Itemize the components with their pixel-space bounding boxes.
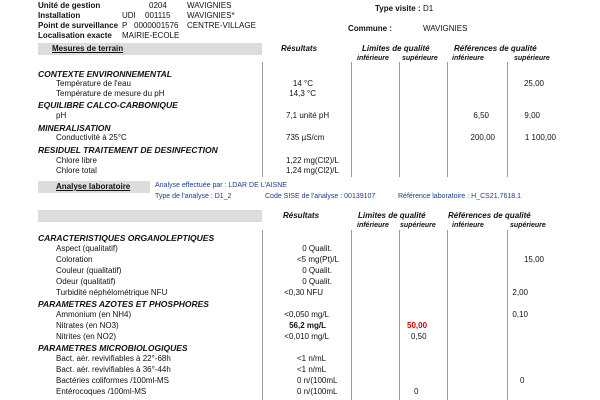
param-result-exceeded: 56,2 mg/L	[289, 321, 326, 330]
point-surveillance-label: Point de surveillance	[38, 21, 119, 30]
param-name: Bact. aér. revivifiables à 22°-68h	[56, 354, 171, 363]
param-name: Bact. aér. revivifiables à 36°-44h	[56, 365, 171, 374]
param-result: 1,22 mg(Cl2)/L	[286, 156, 339, 165]
param-name: Chlore libre	[56, 156, 97, 165]
param-name: Couleur (qualitatif)	[56, 266, 122, 275]
terrain-col-lim-inf: inférieure	[357, 55, 389, 62]
param-ref-sup: 2,00	[512, 288, 528, 297]
labo-col-resultats: Résultats	[283, 211, 320, 220]
param-ref-inf: 6,50	[473, 111, 489, 120]
terrain-col-limites: Limites de qualité	[362, 44, 430, 53]
group-microbiologiques: PARAMETRES MICROBIOLOGIQUES	[38, 343, 188, 353]
param-name: Entérocoques /100ml-MS	[56, 387, 147, 396]
installation-label: Installation	[38, 11, 81, 20]
point-type: P	[122, 21, 128, 30]
param-result: 1,24 mg(Cl2)/L	[286, 166, 339, 175]
commune-label: Commune :	[348, 24, 392, 33]
param-result: 0 Qualit.	[302, 277, 332, 286]
terrain-col-references: Références de qualité	[454, 44, 537, 53]
labo-code-sise: Code SISE de l'analyse : 00139107	[265, 193, 376, 200]
param-name: Aspect (qualitatif)	[56, 244, 118, 253]
localisation-label: Localisation exacte	[38, 31, 112, 40]
param-ref-sup: 25,00	[523, 79, 544, 88]
param-result: <0,30 NFU	[284, 288, 323, 297]
installation-code: 001115	[145, 11, 171, 20]
type-visite-value: D1	[423, 4, 434, 13]
param-lim-sup: 0,50	[411, 332, 427, 341]
param-ref-sup: 15,00	[523, 255, 544, 264]
param-result: 14,3 °C	[289, 89, 316, 98]
labo-col-limites: Limites de qualité	[358, 211, 426, 220]
param-result: 0 n/(100mL	[297, 376, 338, 385]
param-lim-sup: 0	[414, 387, 419, 396]
group-equilibre-calco-carbonique: EQUILIBRE CALCO-CARBONIQUE	[38, 100, 178, 110]
param-result: 0 Qualit.	[302, 266, 332, 275]
param-result: <0,050 mg/L	[284, 310, 329, 319]
param-name: Nitrites (en NO2)	[56, 332, 117, 341]
labo-col-lim-sup: supérieure	[400, 222, 436, 229]
terrain-col-ref-sup: supérieure	[514, 55, 550, 62]
labo-type-analyse: Type de l'analyse : D1_2	[155, 193, 232, 200]
param-result: 0 Qualit.	[302, 244, 332, 253]
installation-type: UDI	[122, 11, 136, 20]
param-ref-inf: 200,00	[470, 133, 495, 142]
param-result: 0 n/(100mL	[297, 387, 338, 396]
param-ref-sup: 1 100,00	[524, 133, 556, 142]
group-contexte-environnemental: CONTEXTE ENVIRONNEMENTAL	[38, 69, 172, 79]
labo-reference: Référence laboratoire : H_CS21.7618.1	[398, 193, 521, 200]
labo-table-header-band	[38, 210, 262, 222]
point-value: CENTRE-VILLAGE	[187, 21, 256, 30]
param-ref-sup: 0,10	[512, 310, 528, 319]
param-result: 7,1 unité pH	[286, 111, 330, 120]
param-name: Chlore total	[56, 166, 97, 175]
param-result: 735 µS/cm	[286, 133, 325, 142]
labo-section-title: Analyse laboratoire	[56, 182, 131, 191]
terrain-col-resultats: Résultats	[281, 44, 318, 53]
group-residuel-desinfection: RESIDUEL TRAITEMENT DE DESINFECTION	[38, 145, 218, 155]
param-ref-sup: 0	[520, 376, 525, 385]
param-ref-sup: 9,00	[524, 111, 540, 120]
param-name: Température de l'eau	[56, 79, 131, 88]
localisation-value: MAIRIE-ECOLE	[122, 31, 180, 40]
param-result: <1 n/mL	[297, 354, 327, 363]
param-name: Coloration	[56, 255, 93, 264]
param-name: Bactéries coliformes /100ml-MS	[56, 376, 169, 385]
terrain-section-title: Mesures de terrain	[52, 44, 124, 53]
type-visite-label: Type visite :	[375, 4, 421, 13]
installation-value: WAVIGNIES*	[187, 11, 235, 20]
labo-col-ref-sup: supérieure	[510, 222, 546, 229]
group-mineralisation: MINERALISATION	[38, 123, 111, 133]
param-result: <0,010 mg/L	[284, 332, 329, 341]
labo-col-lim-inf: inférieure	[357, 222, 389, 229]
param-name: Conductivité à 25°C	[56, 133, 127, 142]
unite-gestion-value: WAVIGNIES	[187, 1, 232, 10]
param-lim-sup-exceeded: 50,00	[407, 321, 428, 330]
param-result: <5 mg(Pt)/L	[296, 255, 339, 264]
point-code: 0000001576	[134, 21, 179, 30]
group-organoleptiques: CARACTERISTIQUES ORGANOLEPTIQUES	[38, 233, 215, 243]
param-result: <1 n/mL	[297, 365, 327, 374]
terrain-col-lim-sup: supérieure	[402, 55, 438, 62]
unite-gestion-code: 0204	[149, 1, 167, 10]
param-result: 14 °C	[292, 79, 313, 88]
param-name: Turbidité néphélométrique NFU	[56, 288, 168, 297]
param-name: Nitrates (en NO3)	[56, 321, 119, 330]
labo-col-ref-inf: inférieure	[452, 222, 484, 229]
group-azotes-phosphores: PARAMETRES AZOTES ET PHOSPHORES	[38, 299, 209, 309]
labo-effectuee-par: Analyse effectuée par : LDAR DE L'AISNE	[155, 182, 287, 189]
param-name: Odeur (qualitatif)	[56, 277, 116, 286]
unite-gestion-label: Unité de gestion	[38, 1, 101, 10]
param-name: Ammonium (en NH4)	[56, 310, 132, 319]
param-name: pH	[56, 111, 67, 120]
commune-value: WAVIGNIES	[423, 24, 468, 33]
param-name: Température de mesure du pH	[56, 89, 165, 98]
terrain-col-ref-inf: inférieure	[452, 55, 484, 62]
labo-col-references: Références de qualité	[448, 211, 531, 220]
